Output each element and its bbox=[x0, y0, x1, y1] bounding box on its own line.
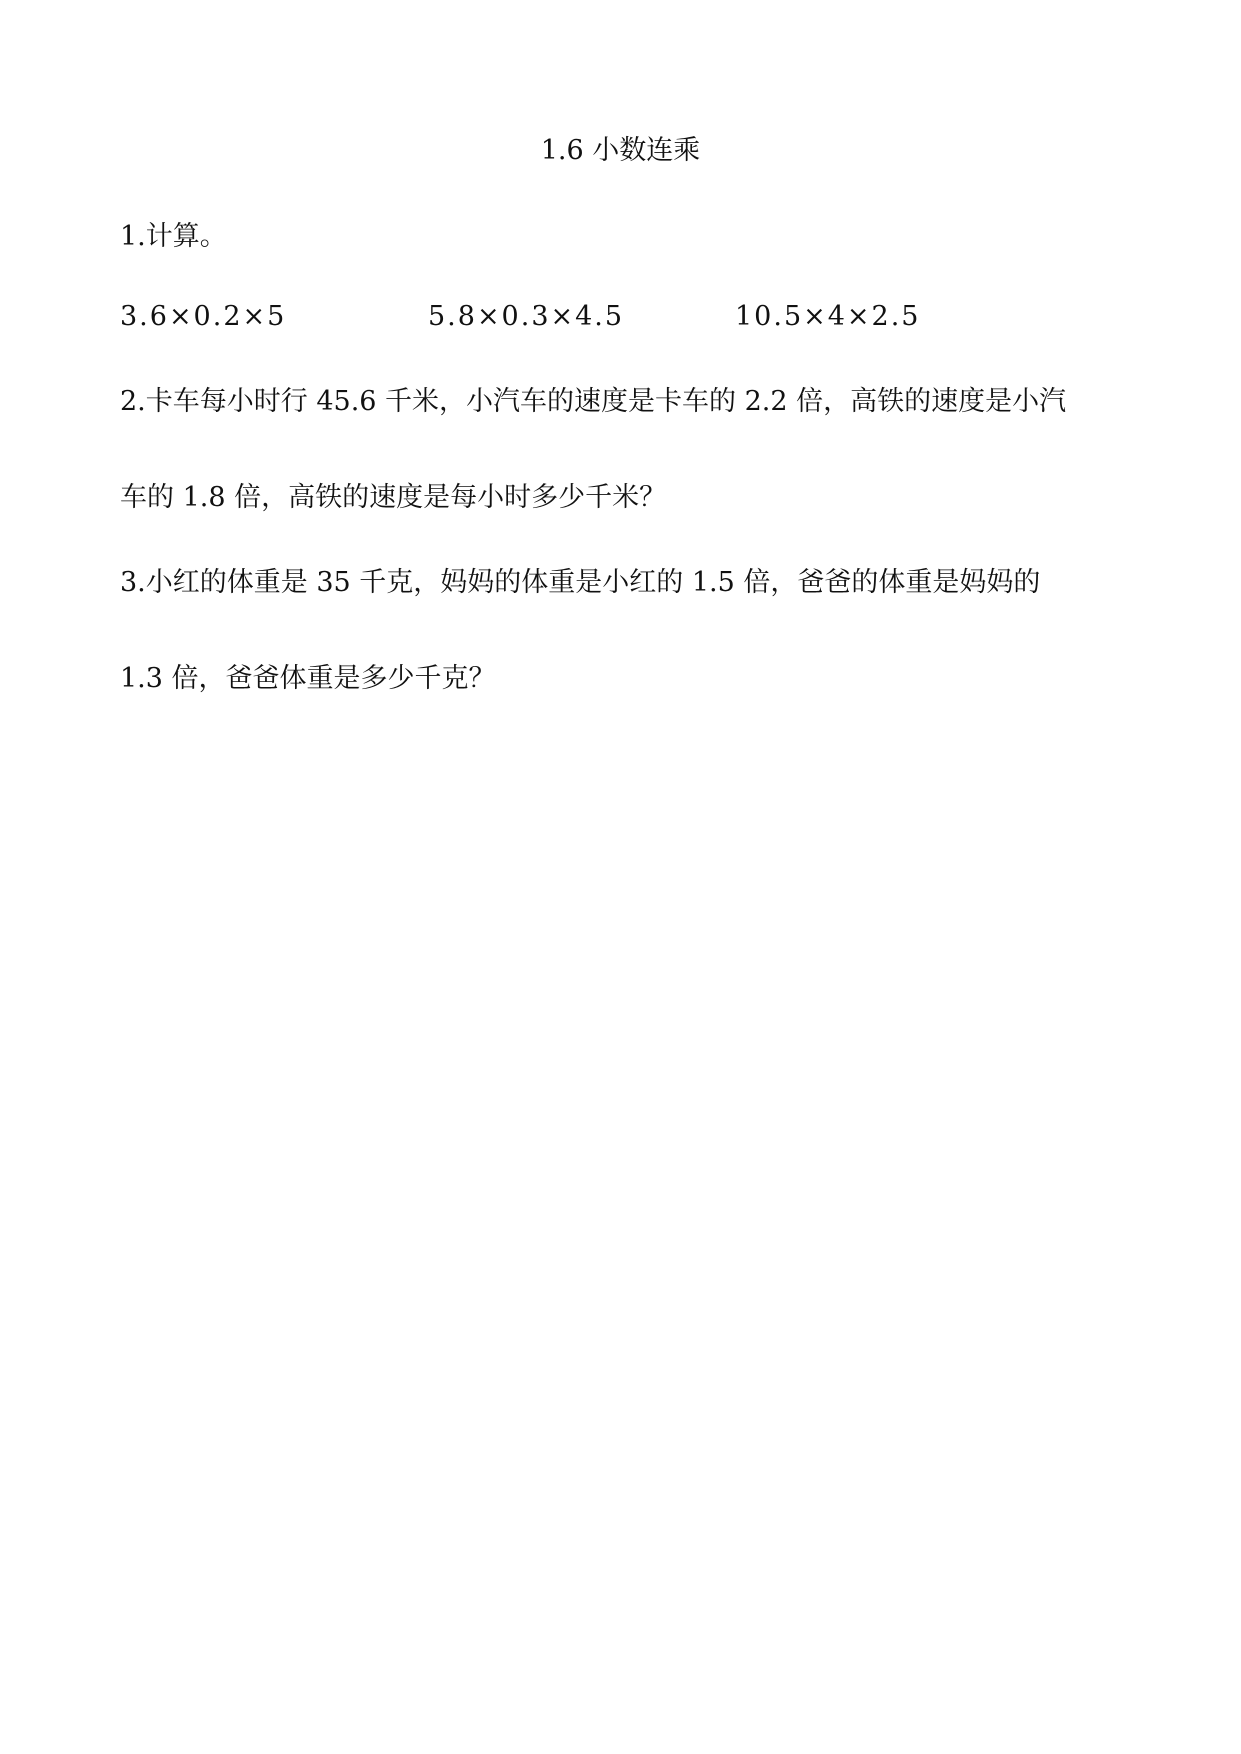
question-1-label: 1.计算。 bbox=[120, 221, 227, 252]
question-2-text-line-2: 车的 1.8 倍，高铁的速度是每小时多少千米？ bbox=[120, 482, 667, 513]
expression-3: 10.5×4×2.5 bbox=[735, 301, 921, 332]
page-title: 1.6 小数连乘 bbox=[540, 135, 701, 166]
expression-1: 3.6×0.2×5 bbox=[120, 301, 287, 332]
question-3-text-line-1: 3.小红的体重是 35 千克，妈妈的体重是小红的 1.5 倍，爸爸的体重是妈妈的 bbox=[120, 567, 1041, 598]
expression-2: 5.8×0.3×4.5 bbox=[428, 301, 625, 332]
question-3-text-line-2: 1.3 倍，爸爸体重是多少千克？ bbox=[120, 663, 496, 694]
question-2-text-line-1: 2.卡车每小时行 45.6 千米，小汽车的速度是卡车的 2.2 倍，高铁的速度是小汽 bbox=[120, 386, 1067, 417]
